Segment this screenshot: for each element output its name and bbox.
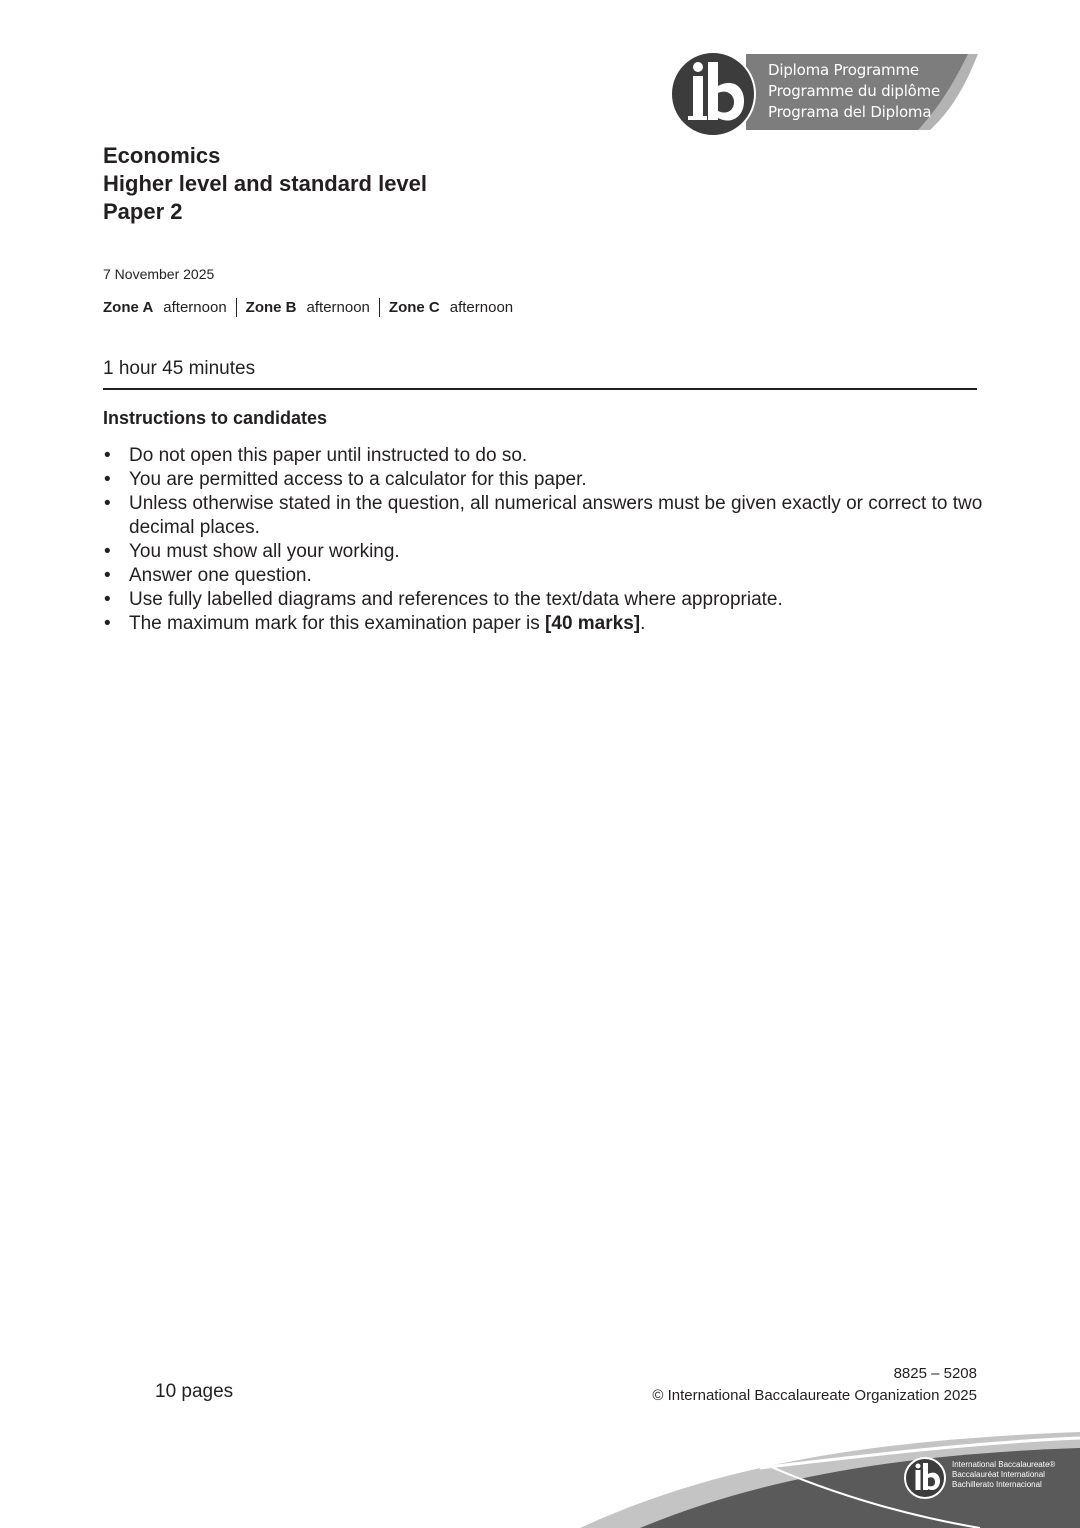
page-count: 10 pages xyxy=(155,1381,234,1402)
instruction-item: • You are permitted access to a calculator for this paper. xyxy=(103,468,983,492)
zone-name: Zone A xyxy=(103,299,154,316)
org-name-english: International Baccalaureate® xyxy=(952,1460,1056,1469)
paper-number: Paper 2 xyxy=(103,199,183,224)
zone-divider xyxy=(379,298,380,317)
instruction-item: • You must show all your working. xyxy=(103,540,983,564)
max-mark-suffix: . xyxy=(640,613,646,634)
instruction-item-max-mark xyxy=(103,612,983,636)
zone-a xyxy=(103,299,227,316)
instruction-item: • Do not open this paper until instructed to do so. xyxy=(103,444,983,468)
zone-divider xyxy=(236,298,237,317)
zone-b xyxy=(246,299,370,316)
max-mark-value: [40 marks] xyxy=(545,613,641,634)
level-title: Higher level and standard level xyxy=(103,171,428,196)
paper-code: 8825 – 5208 xyxy=(893,1365,977,1382)
max-mark-text: The maximum mark for this examination paper is xyxy=(129,613,546,634)
ib-organization-names xyxy=(952,1460,1055,1490)
paper-reference xyxy=(652,1363,977,1407)
horizontal-rule xyxy=(103,388,977,390)
exam-zones xyxy=(103,298,513,317)
org-name-french: Baccalauréat International xyxy=(952,1470,1045,1479)
zone-name: Zone B xyxy=(245,299,297,316)
exam-date: 7 November 2025 xyxy=(103,266,215,282)
org-name-spanish: Bachillerato Internacional xyxy=(952,1480,1042,1489)
instructions-heading: Instructions to candidates xyxy=(103,408,328,428)
zone-c xyxy=(389,299,513,316)
copyright-notice: © International Baccalaureate Organization 2025 xyxy=(652,1387,977,1404)
paper-title xyxy=(103,142,427,226)
instructions-list xyxy=(103,444,983,636)
instruction-item: • Use fully labelled diagrams and references to the text/data where appropriate. xyxy=(103,588,983,612)
zone-name: Zone C xyxy=(388,299,440,316)
logo-line-french: Programme du diplôme xyxy=(768,82,941,100)
instruction-item: • Answer one question. xyxy=(103,564,983,588)
zone-session: afternoon xyxy=(163,299,227,316)
zone-session: afternoon xyxy=(306,299,370,316)
logo-line-english: Diploma Programme xyxy=(768,61,919,79)
subject-title: Economics xyxy=(103,143,221,168)
logo-line-spanish: Programa del Diploma xyxy=(768,103,932,121)
instruction-item: • Unless otherwise stated in the question, all numerical answers must be given exactly or correct to two decimal places. xyxy=(103,492,983,540)
exam-duration: 1 hour 45 minutes xyxy=(103,358,256,379)
diploma-programme-logo xyxy=(668,48,980,140)
logo-text xyxy=(768,60,940,123)
ib-footer-logo-icon xyxy=(903,1456,947,1500)
zone-session: afternoon xyxy=(449,299,514,316)
